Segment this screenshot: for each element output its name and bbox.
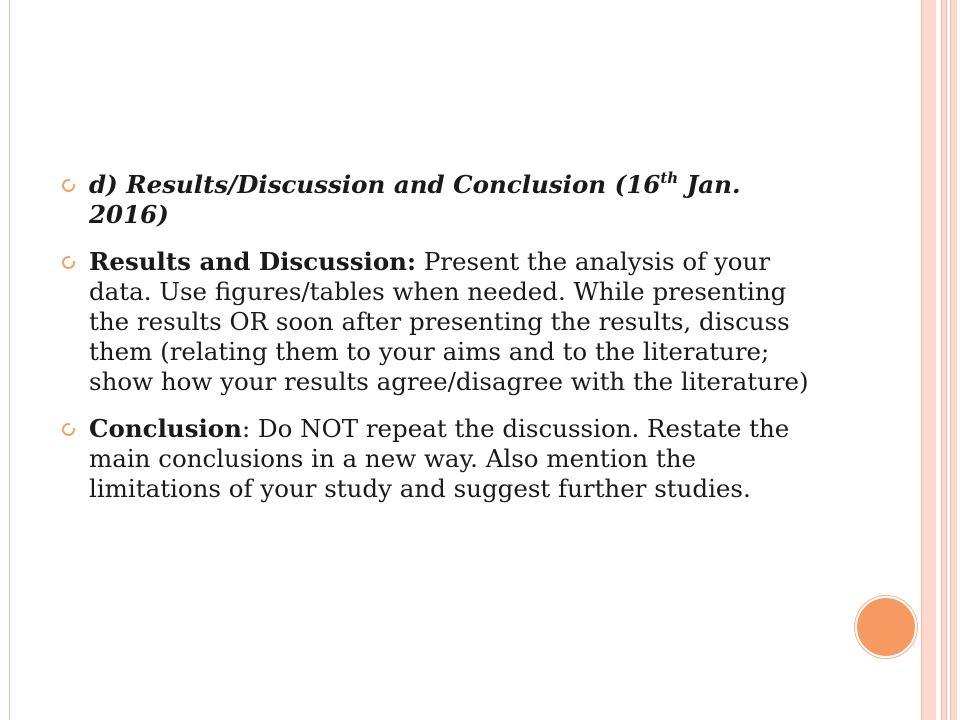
slide-content [62, 170, 810, 521]
left-border-line [9, 0, 10, 720]
bullet-results-discussion [62, 247, 810, 397]
results-label: Results and Discussion: [89, 247, 417, 276]
heading-text: d) Results/Discussion and Conclusion (16 [89, 170, 661, 199]
conclusion-label: Conclusion [89, 414, 242, 443]
right-border-stripe-edge [950, 0, 957, 720]
results-text: Present the analysis of your data. Use figures/tables when needed. While presenting the results OR soon after presenting the results, discuss them (relating them to your aims and to the literature; show how your results agree/disagree with the literature) [89, 247, 809, 396]
right-border-stripe-thin [941, 0, 947, 720]
bullet-conclusion [62, 414, 810, 504]
right-border-stripe-wide [921, 0, 936, 720]
bullet-heading [62, 170, 810, 230]
decorative-orange-circle [855, 596, 917, 658]
heading-date: Jan. 2016) [89, 170, 741, 229]
conclusion-text: : Do NOT repeat the discussion. Restate the main conclusions in a new way. Also mention the limitations of your study and suggest further studies. [89, 414, 790, 503]
circle-bullet-icon [62, 423, 75, 436]
heading-superscript: th [660, 168, 679, 187]
circle-bullet-icon [62, 179, 75, 192]
circle-bullet-icon [62, 256, 75, 269]
